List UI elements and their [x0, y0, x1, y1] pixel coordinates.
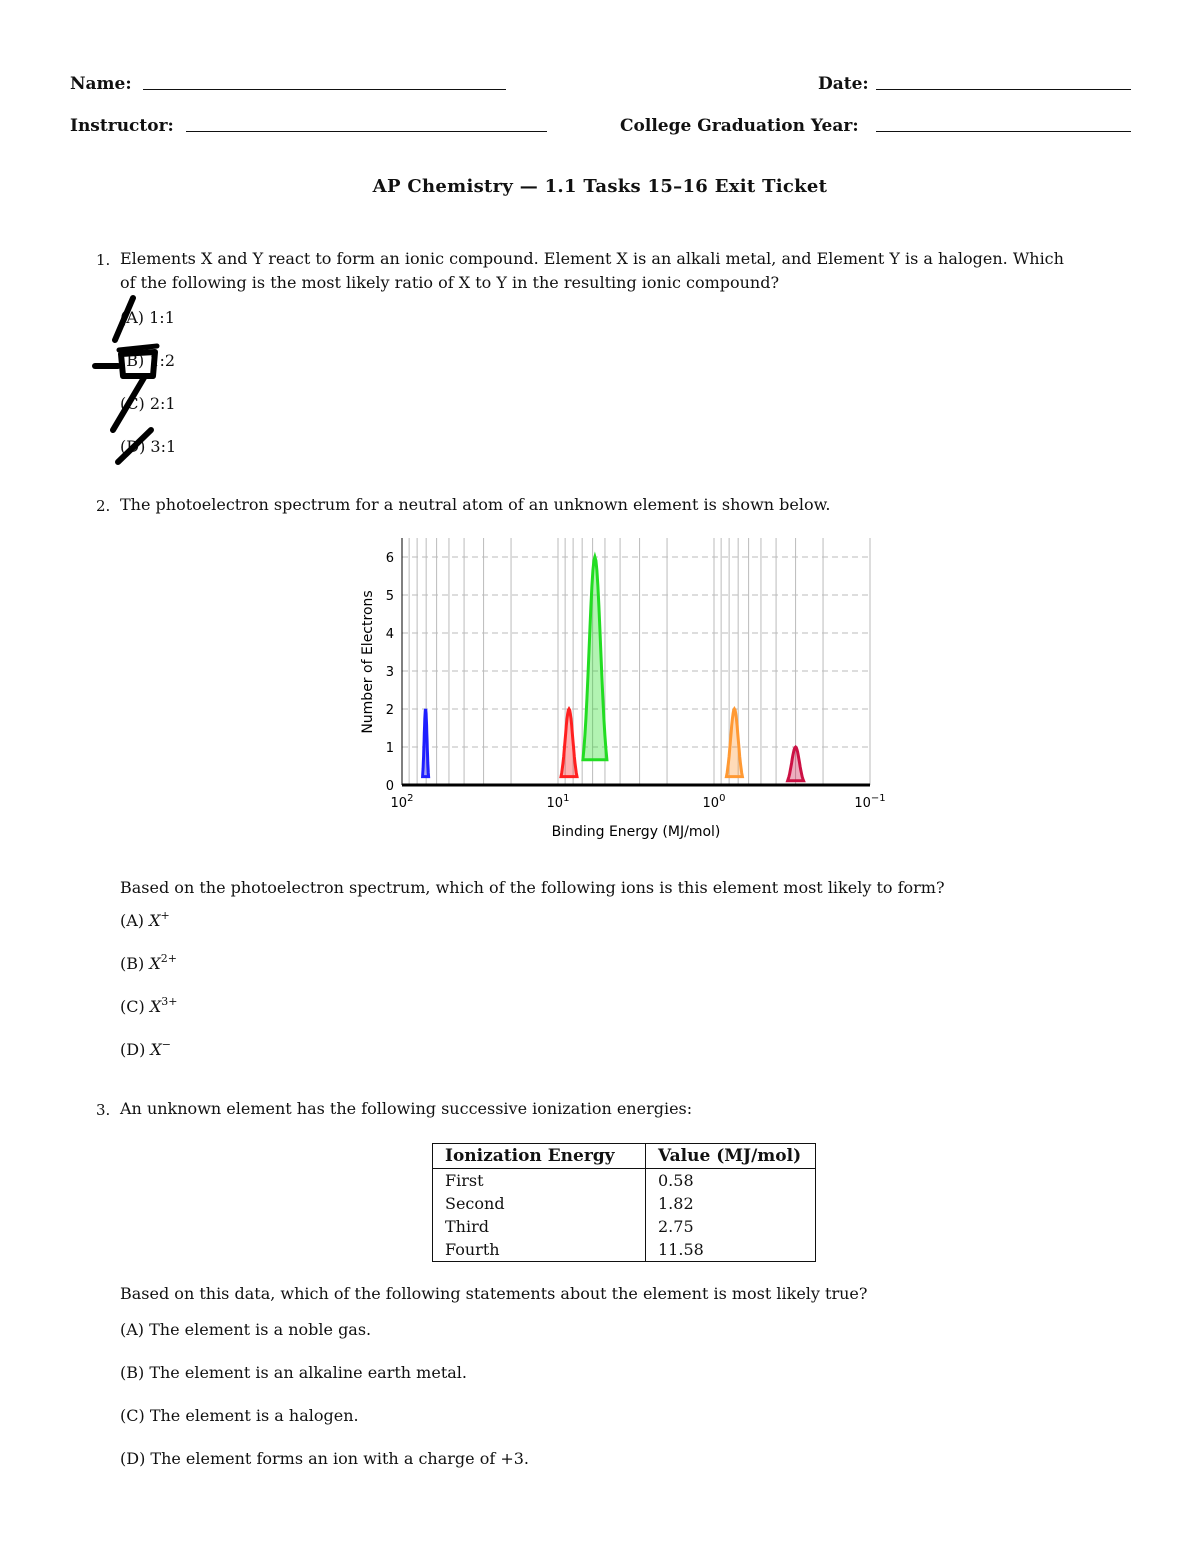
x-axis-label: Binding Energy (MJ/mol): [551, 824, 721, 840]
q2-choice-a[interactable]: [120, 911, 170, 930]
q1-choice-d[interactable]: (D) 3:1: [120, 437, 177, 456]
date-blank[interactable]: [876, 89, 1131, 90]
table-header-value: Value (MJ/mol): [646, 1144, 816, 1169]
q2-choice-d-var: X: [150, 1040, 162, 1059]
q1-choice-c[interactable]: (C) 2:1: [120, 394, 176, 413]
pes-peak-5: [788, 747, 804, 781]
q2-choice-c-letter: (C): [120, 997, 145, 1016]
pes-peak-3: [583, 557, 607, 760]
instructor-blank[interactable]: [186, 131, 547, 132]
question-2-prompt: Based on the photoelectron spectrum, which of the following ions is this element most likely to form?: [120, 878, 945, 897]
q2-choice-a-var: X: [149, 911, 161, 930]
table-header-row: [433, 1144, 816, 1169]
ionization-table: [432, 1143, 816, 1262]
question-3-number: 3.: [96, 1101, 111, 1119]
y-tick-label: 3: [385, 665, 394, 680]
instructor-label: Instructor:: [70, 116, 174, 136]
q1-choice-b[interactable]: (B) 1:2: [120, 351, 176, 370]
question-3-prompt: Based on this data, which of the following statements about the element is most likely true?: [120, 1284, 868, 1303]
q1-choice-a[interactable]: (A) 1:1: [120, 308, 175, 327]
pes-peak-2: [561, 709, 577, 777]
q3-choice-a[interactable]: (A) The element is a noble gas.: [120, 1320, 372, 1339]
q2-choice-b-var: X: [149, 954, 161, 973]
y-tick-label: 1: [385, 741, 394, 756]
table-row: [433, 1215, 816, 1238]
q2-choice-a-charge: +: [160, 909, 170, 922]
strike-mark-d: [118, 430, 151, 462]
table-cell-label: Fourth: [433, 1238, 646, 1262]
question-1-line-2: of the following is the most likely ratio of X to Y in the resulting ionic compound?: [120, 273, 780, 292]
table-row: [433, 1169, 816, 1193]
handwritten-marks: [85, 290, 185, 470]
name-blank[interactable]: [143, 89, 506, 90]
q3-choice-b[interactable]: (B) The element is an alkaline earth metal.: [120, 1363, 467, 1382]
x-tick-label: $10^2$: [390, 793, 414, 811]
table-cell-value: 2.75: [658, 1217, 694, 1236]
y-axis-label: Number of Electrons: [360, 590, 376, 734]
table-row: [433, 1192, 816, 1215]
y-tick-label: 5: [385, 589, 394, 604]
question-3-text: An unknown element has the following successive ionization energies:: [120, 1099, 693, 1118]
table-row: [433, 1238, 816, 1262]
question-1-text: [120, 247, 1140, 295]
x-ticks: [391, 793, 886, 811]
x-tick-label: $10^0$: [702, 793, 726, 811]
strike-mark-a: [115, 298, 133, 340]
q2-choice-c-var: X: [149, 997, 162, 1016]
box-mark-b: [121, 352, 155, 376]
table-cell-value: 1.82: [658, 1194, 694, 1213]
q3-choice-d[interactable]: (D) The element forms an ion with a charge of +3.: [120, 1449, 530, 1468]
page-title: AP Chemistry — 1.1 Tasks 15–16 Exit Ticket: [372, 176, 828, 197]
q2-choice-d[interactable]: [120, 1040, 171, 1059]
table-cell-label: First: [433, 1169, 646, 1193]
y-tick-label: 2: [385, 703, 394, 718]
name-label: Name:: [70, 74, 132, 94]
y-ticks: [386, 551, 394, 794]
date-label: Date:: [818, 74, 869, 94]
table-cell-value: 11.58: [658, 1240, 704, 1259]
grad-year-blank[interactable]: [876, 131, 1131, 132]
x-tick-label: $10^1$: [546, 793, 570, 811]
table-header-energy: Ionization Energy: [433, 1144, 646, 1169]
table-cell-value: 0.58: [658, 1171, 694, 1190]
question-2-number: 2.: [96, 497, 111, 515]
x-tick-label: $10^{-1}$: [854, 793, 886, 811]
q2-choice-d-charge: −: [161, 1038, 172, 1051]
strike-mark-c: [113, 376, 145, 430]
y-tick-label: 4: [385, 627, 394, 642]
q3-choice-c[interactable]: (C) The element is a halogen.: [120, 1406, 359, 1425]
q2-choice-b-charge: 2+: [160, 952, 177, 965]
y-tick-label: 0: [385, 779, 394, 794]
pes-peak-1: [423, 709, 429, 777]
q2-choice-a-letter: (A): [120, 911, 145, 930]
question-2-text: The photoelectron spectrum for a neutral atom of an unknown element is shown below.: [120, 495, 831, 514]
chart-grid: [402, 538, 870, 785]
q2-choice-b-letter: (B): [120, 954, 145, 973]
question-1-line-1: Elements X and Y react to form an ionic compound. Element X is an alkali metal, and Element Y is a halogen. Which: [120, 249, 1064, 268]
q2-choice-c-charge: 3+: [161, 995, 178, 1008]
table-cell-label: Third: [433, 1215, 646, 1238]
grad-year-label: College Graduation Year:: [620, 116, 859, 136]
q2-choice-b[interactable]: [120, 954, 177, 973]
pes-chart: [340, 530, 900, 850]
table-cell-label: Second: [433, 1192, 646, 1215]
q2-choice-d-letter: (D): [120, 1040, 146, 1059]
q2-choice-c[interactable]: [120, 997, 177, 1016]
question-1-number: 1.: [96, 251, 111, 269]
y-tick-label: 6: [385, 551, 394, 566]
